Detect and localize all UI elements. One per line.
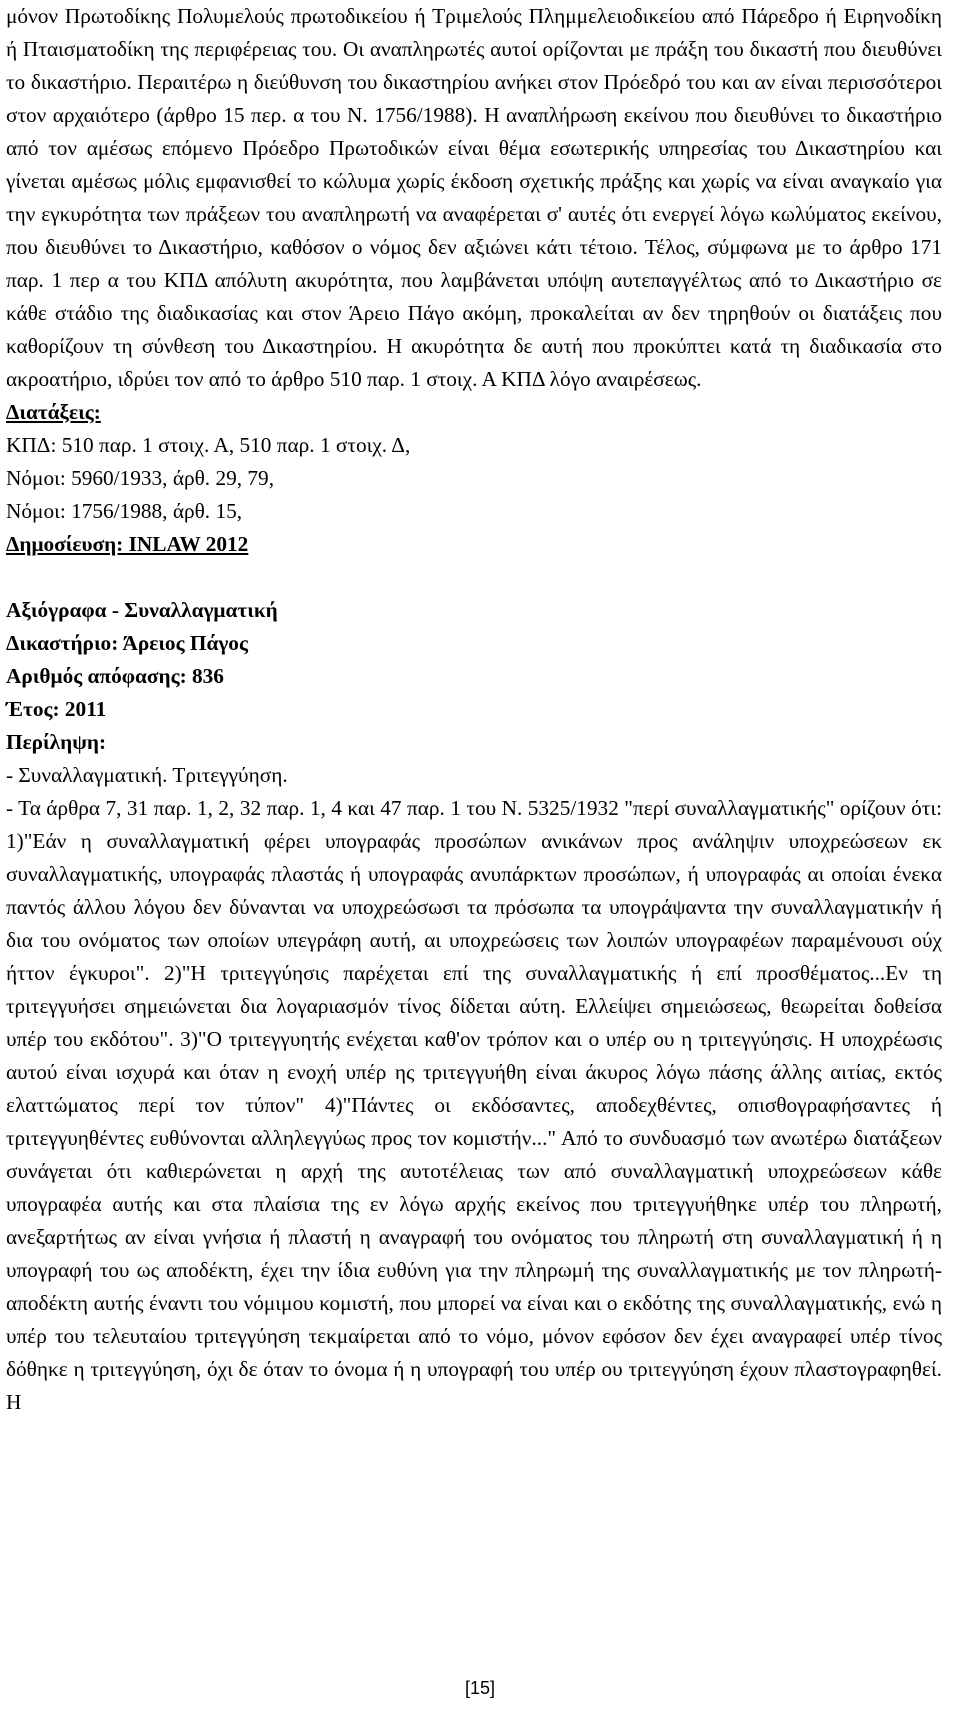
summary-body-text: - Τα άρθρα 7, 31 παρ. 1, 2, 32 παρ. 1, 4 και 47 παρ. 1 του Ν. 5325/1932 "περί συναλλαγματικής" ορίζουν ότι: 1)"Εάν η συναλλαγματική φέρει υπογραφάς προσώπων ανικάνων προς ανάληψιν υποχρεώσεων εκ συναλλαγματικής, υπογραφάς πλαστάς ή υπογραφάς ανυπάρκτων προσώπων, ή υπογραφάς αι οποίαι ένεκα παντός άλλου λόγου δεν δύνανται να υποχρεώσωσι τα πρόσωπα τα υπογράψαντα την συναλλαγματικήν ή δια του ονόματος των οποίων υπεγράφη αυτή, αι υποχρεώσεις των λοιπών υπογραφέων παραμένουσι ούχ ήττον έγκυροι". 2)"Η τριτεγγύησις παρέχεται επί της συναλλαγματικής ή επί προσθέματος...Εν τη τριτεγγυήσει σημειώνεται δια λογαριασμόν τίνος δίδεται αύτη. Ελλείψει σημειώσεως, θεωρείται δοθείσα υπέρ του εκδότου". 3)"Ο τριτεγγυητής ενέχεται καθ'ον τρόπον και ο υπέρ ου η τριτεγγύησις. Η υποχρέωσις αυτού είναι ισχυρά και όταν η ενοχή υπέρ ης τριτεγγυήθη είναι άκυρος λόγω πάσης άλλης αιτίας, εκτός ελαττώματος περί τον τύπον" 4)"Πάντες οι εκδόσαντες, αποδεχθέντες, οπισθογραφήσαντες ή τριτεγγυηθέντες ευθύνονται αλληλεγγύως προς τον κομιστήν..." Από το συνδυασμό των ανωτέρω διατάξεων συνάγεται ότι καθιερώνεται η αρχή της αυτοτέλειας των από συναλλαγματική υποχρεώσεων κάθε υπογραφέα αυτής και στα πλαίσια της εν λόγω αρχής εκείνος που τριτεγγυήθηκε υπέρ του πληρωτή, ανεξαρτήτως αν είναι γνήσια ή πλαστή η αναγραφή του ονόματος του πληρωτή στη συναλλαγματική ή η υπογραφή του ως αποδέκτη, έχει την ίδια ευθύνη για την πληρωμή της συναλλαγματικής με τον πληρωτή-αποδέκτη αυτής έναντι του νόμιμου κομιστή, που μπορεί να είναι και ο εκδότης της συναλλαγματικής, ενώ η υπέρ του τελευταίου τριτεγγύηση τεκμαίρεται από το νόμο, μόνον εφόσον δεν έχει αναγραφεί υπέρ τίνος δόθηκε η τριτεγγύηση, όχι δε όταν το όνομα ή η υπογραφή του υπέρ ου τριτεγγύηση έχουν πλαστογραφηθεί. Η <box>6 796 942 1414</box>
summary-heading: Περίληψη: <box>6 730 107 754</box>
court-value: Άρειος Πάγος <box>122 631 248 655</box>
page-content <box>6 0 942 1419</box>
provision-item: ΚΠΔ: 510 παρ. 1 στοιχ. Α, 510 παρ. 1 στοιχ. Δ, <box>6 433 411 457</box>
court-line <box>6 627 942 660</box>
spacer <box>6 561 942 594</box>
year-label: Έτος: <box>6 697 60 721</box>
page-number: [15] <box>464 1678 496 1698</box>
summary-line: - Συναλλαγματική. Τριτεγγύηση. <box>6 763 288 787</box>
decision-value: 836 <box>192 664 224 688</box>
publication-line: Δημοσίευση: INLAW 2012 <box>6 532 249 556</box>
provisions-heading: Διατάξεις: <box>6 400 101 424</box>
year-value: 2011 <box>64 697 107 721</box>
court-label: Δικαστήριο: <box>6 631 119 655</box>
year-line <box>6 693 942 726</box>
provision-item: Νόμοι: 1756/1988, άρθ. 15, <box>6 499 243 523</box>
decision-number-line <box>6 660 942 693</box>
provision-item: Νόμοι: 5960/1933, άρθ. 29, 79, <box>6 466 275 490</box>
decision-label: Αριθμός απόφασης: <box>6 664 187 688</box>
case-title: Αξιόγραφα - Συναλλαγματική <box>6 598 278 622</box>
case-body-text: μόνον Πρωτοδίκης Πολυμελούς πρωτοδικείου ή Τριμελούς Πλημμελειοδικείου από Πάρεδρο ή Ειρηνοδίκη ή Πταισματοδίκη της περιφέρειας του. Οι αναπληρωτές αυτοί ορίζονται με πράξη του δικαστή που διευθύνει το δικαστήριο. Περαιτέρω η διεύθυνση του δικαστηρίου ανήκει στον Πρόεδρό του και αν είναι περισσότεροι στον αρχαιότερο (άρθρο 15 περ. α του Ν. 1756/1988). Η αναπλήρωση εκείνου που διευθύνει το δικαστήριο από τον αμέσως επόμενο Πρόεδρο Πρωτοδικών είναι θέμα εσωτερικής υπηρεσίας του Δικαστηρίου και γίνεται αμέσως μόλις εμφανισθεί το κώλυμα χωρίς έκδοση σχετικής πράξης και χωρίς να είναι αναγκαίο για την εγκυρότητα των πράξεων του αναπληρωτή να αναφέρεται σ' αυτές ότι ενεργεί λόγω κωλύματος εκείνου, που διευθύνει το Δικαστήριο, καθόσον ο νόμος δεν αξιώνει κάτι τέτοιο. Τέλος, σύμφωνα με το άρθρο 171 παρ. 1 περ α του ΚΠΔ απόλυτη ακυρότητα, που λαμβάνεται υπόψη αυτεπαγγέλτως από το Δικαστήριο σε κάθε στάδιο της διαδικασίας και στον Άρειο Πάγο ακόμη, προκαλείται αν δεν τηρηθούν οι διατάξεις που καθορίζουν τη σύνθεση του Δικαστηρίου. Η ακυρότητα δε αυτή που προκύπτει κατά τη διαδικασία στο ακροατήριο, ιδρύει τον από το άρθρο 510 παρ. 1 στοιχ. Α ΚΠΔ λόγο αναιρέσεως. <box>6 4 942 391</box>
